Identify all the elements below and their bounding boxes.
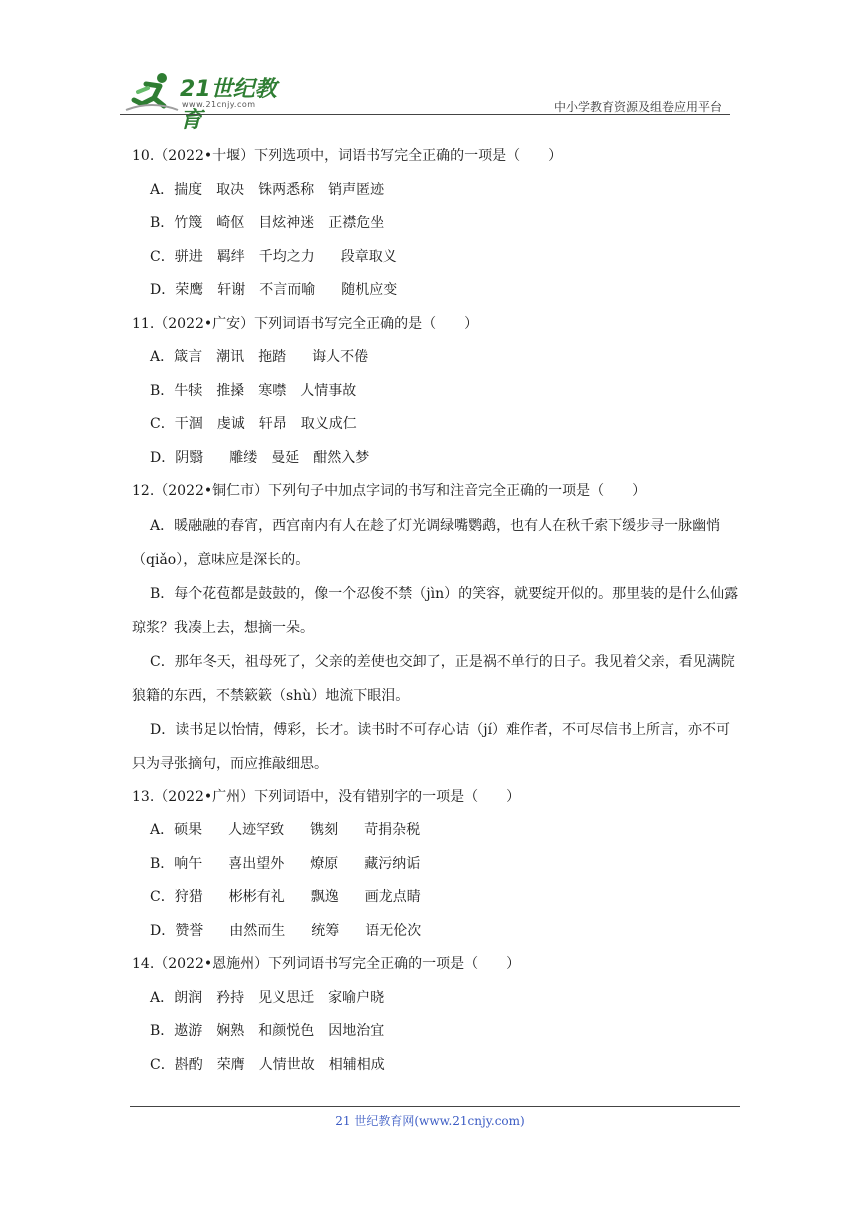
question-option: A．硕果 人迹罕致 镌刻 苛捐杂税 — [150, 822, 421, 838]
question-option: D．赞誉 由然而生 统筹 语无伦次 — [150, 922, 422, 939]
question-stem: 10.（2022•十堰）下列选项中，词语书写完全正确的一项是（ ） — [132, 148, 563, 164]
logo-url: www.21cnjy.com — [182, 100, 256, 109]
footer-link[interactable]: 21 世纪教育网(www.21cnjy.com) — [335, 1114, 525, 1128]
logo-text: 21世纪教育 — [180, 77, 277, 133]
question-stem: 11.（2022•广安）下列词语书写完全正确的是（ ） — [132, 315, 479, 332]
question-option: C．骈进 羁绊 千均之力 段章取义 — [150, 248, 397, 265]
question-option: B．遨游 娴熟 和颜悦色 因地治宜 — [150, 1023, 385, 1039]
page-header — [120, 64, 730, 133]
question-option: A．朗润 矜持 见义思迁 家喻户晓 — [150, 989, 385, 1006]
question-option: B．每个花苞都是鼓鼓的，像一个忍俊不禁（jìn）的笑容，就要绽开似的。那里装的是什么仙露琼浆？我凑上去，想摘一朵。 — [132, 585, 739, 636]
question-option: A．箴言 潮讯 拖踏 诲人不倦 — [150, 349, 369, 365]
header-divider — [120, 114, 730, 115]
site-logo[interactable] — [124, 70, 294, 133]
question-option: A．揣度 取决 铢两悉称 销声匿迹 — [150, 181, 385, 198]
question-stem: 13.（2022•广州）下列词语中，没有错别字的一项是（ ） — [132, 788, 521, 805]
question-option: B．响午 喜出望外 燎原 藏污纳诟 — [150, 855, 421, 872]
platform-name: 中小学教育资源及组卷应用平台 — [553, 100, 722, 114]
footer-divider — [130, 1106, 740, 1107]
question-option: D．阴翳 雕缕 曼延 酣然入梦 — [150, 449, 370, 466]
question-option: B．牛犊 推搡 寒噤 人情事故 — [150, 382, 357, 399]
question-option: D．荣鹰 轩谢 不言而喻 随机应变 — [150, 282, 398, 298]
question-stem: 12.（2022•铜仁市）下列句子中加点字词的书写和注音完全正确的一项是（ ） — [132, 483, 647, 499]
question-option: D．读书足以怡情，傅彩，长才。读书时不可存心诘（jí）难作者，不可尽信书上所言，亦不可只为寻张摘句，而应推敲细思。 — [132, 721, 731, 772]
question-option: A．暖融融的春宵，西宫南内有人在趁了灯光调绿嘴鹦鹉，也有人在秋千索下缓步寻一脉幽悄（qiǎo），意味应是深长的。 — [132, 517, 721, 568]
question-stem: 14.（2022•恩施州）下列词语书写完全正确的一项是（ ） — [132, 956, 521, 972]
question-option: C．狩猎 彬彬有礼 飘逸 画龙点睛 — [150, 889, 421, 905]
question-option: C．干涸 虔诚 轩昂 取义成仁 — [150, 416, 357, 432]
question-option: C．那年冬天，祖母死了，父亲的差使也交卸了，正是祸不单行的日子。我见着父亲，看见满院狼籍的东西，不禁簌簌（shù）地流下眼泪。 — [132, 653, 735, 704]
question-option: C．斟酌 荣膺 人情世故 相辅相成 — [150, 1056, 385, 1073]
question-list — [132, 140, 742, 1082]
question-option: B．竹篾 崎伛 目炫神迷 正襟危坐 — [150, 215, 385, 231]
runner-icon — [124, 70, 180, 114]
